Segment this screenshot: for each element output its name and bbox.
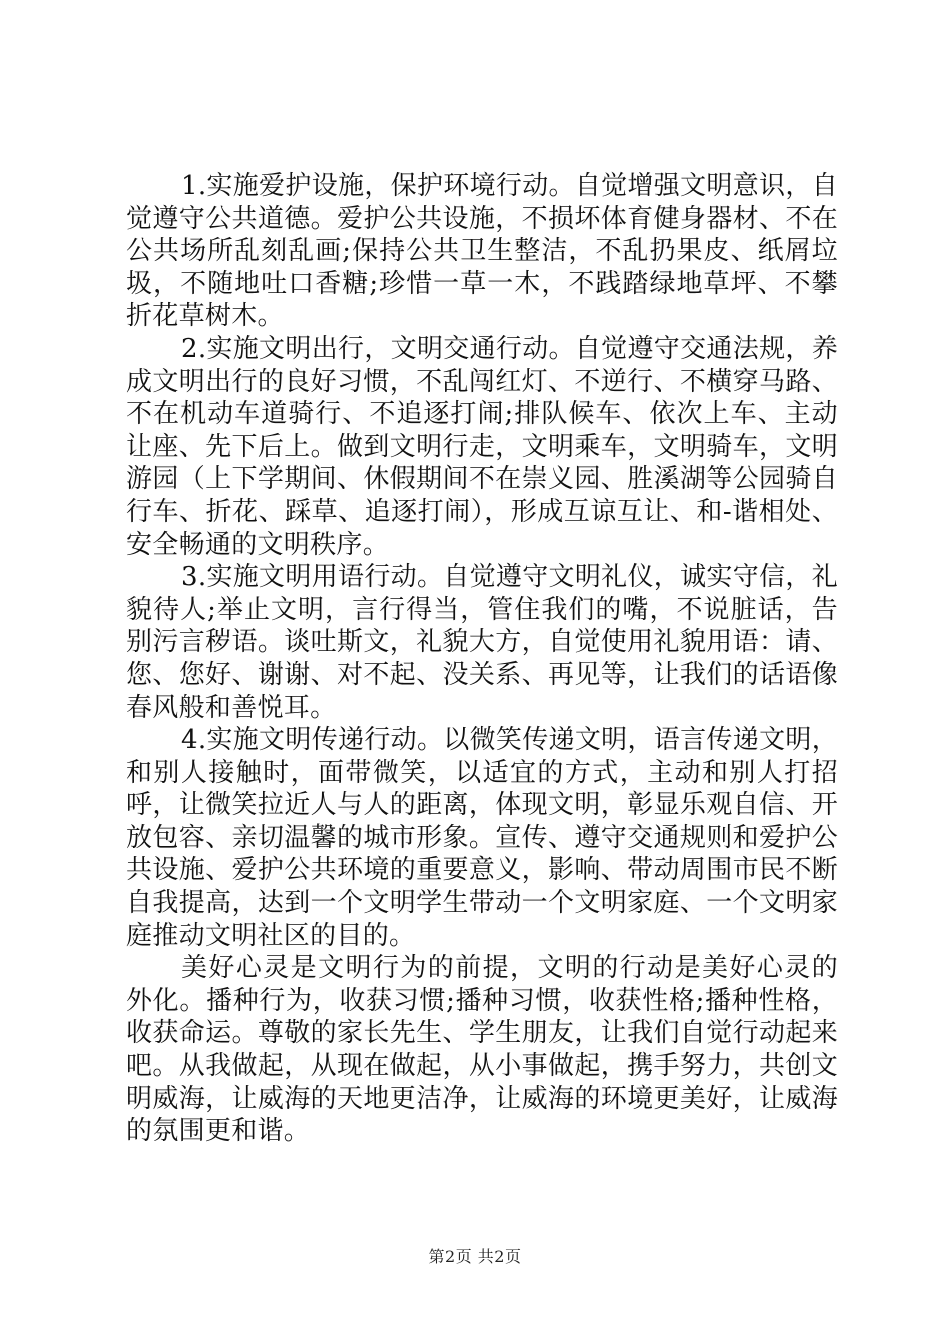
paragraph-2: 2.实施文明出行，文明交通行动。自觉遵守交通法规，养成文明出行的良好习惯，不乱闯红灯、不逆行、不横穿马路、不在机动车道骑行、不追逐打闹;排队候车、依次上车、主动让座、先下后上。做到文明行走，文明乘车，文明骑车，文明游园（上下学期间、休假期间不在崇义园、胜溪湖等公园骑自行车、折花、踩草、追逐打闹），形成互谅互让、和-谐相处、安全畅通的文明秩序。 [126, 333, 838, 560]
paragraph-5: 美好心灵是文明行为的前提，文明的行动是美好心灵的外化。播种行为，收获习惯;播种习惯，收获性格;播种性格，收获命运。尊敬的家长先生、学生朋友，让我们自觉行动起来吧。从我做起，从现在做起，从小事做起，携手努力，共创文明威海，让威海的天地更洁净，让威海的环境更美好，让威海的氛围更和谐。 [126, 953, 838, 1147]
paragraph-1: 1.实施爱护设施，保护环境行动。自觉增强文明意识，自觉遵守公共道德。爱护公共设施，不损坏体育健身器材、不在公共场所乱刻乱画;保持公共卫生整洁，不乱扔果皮、纸屑垃圾，不随地吐口香糖;珍惜一草一木，不践踏绿地草坪、不攀折花草树木。 [126, 171, 838, 332]
document-body [126, 170, 838, 1148]
paragraph-3: 3.实施文明用语行动。自觉遵守文明礼仪，诚实守信，礼貌待人;举止文明，言行得当，管住我们的嘴，不说脏话，告别污言秽语。谈吐斯文，礼貌大方，自觉使用礼貌用语：请、您、您好、谢谢、对不起、没关系、再见等，让我们的话语像春风般和善悦耳。 [126, 562, 838, 723]
paragraph-4: 4.实施文明传递行动。以微笑传递文明，语言传递文明，和别人接触时，面带微笑，以适宜的方式，主动和别人打招呼，让微笑拉近人与人的距离，体现文明，彰显乐观自信、开放包容、亲切温馨的城市形象。宣传、遵守交通规则和爱护公共设施、爱护公共环境的重要意义，影响、带动周围市民不断自我提高，达到一个文明学生带动一个文明家庭、一个文明家庭推动文明社区的目的。 [126, 725, 838, 951]
page-footer: 第2页 共2页 [428, 1247, 522, 1266]
